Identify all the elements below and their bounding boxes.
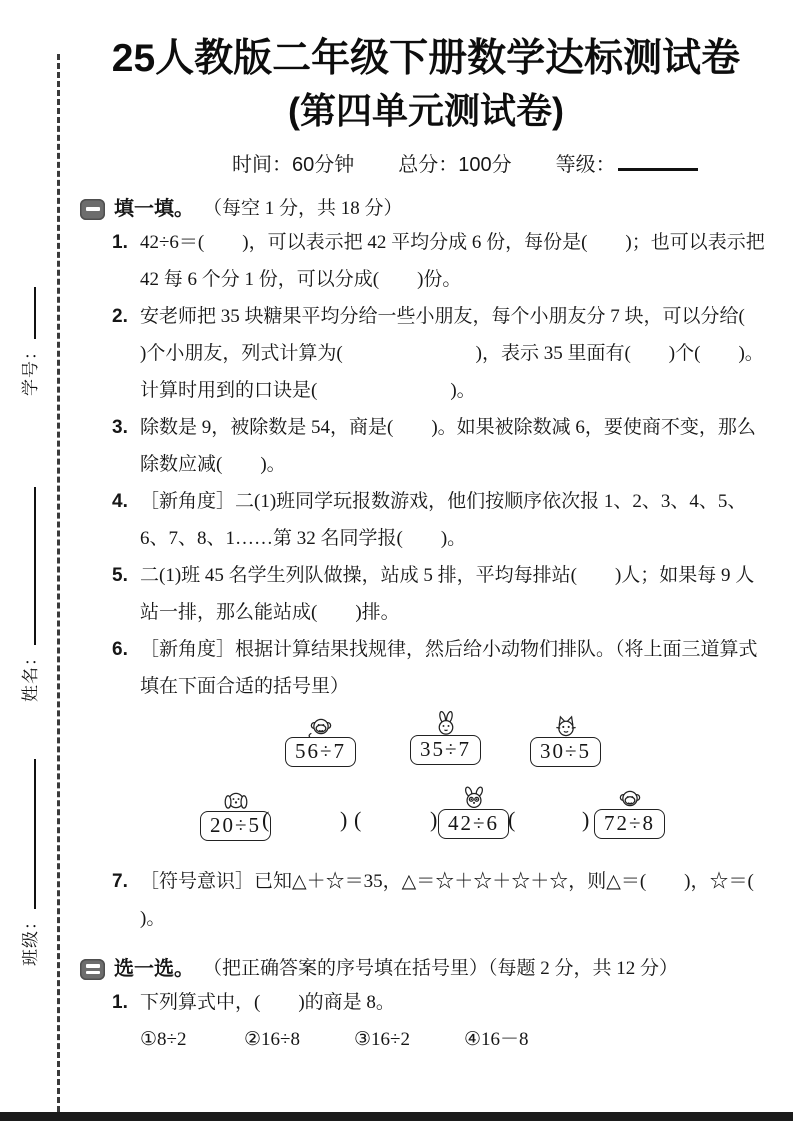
expression-box: 30÷5 [530,737,601,767]
expr-card-monkey-2 [594,785,665,839]
expr-card-dog [200,787,271,841]
grade-label: 等级： [555,154,616,176]
name-field [16,487,41,702]
icon-bar [86,964,100,967]
question-text: 除数是 9，被除数是 54，商是( )。如果被除数减 6，要使商不变，那么除数应减( )。 [140,417,756,475]
question-number: 7. [112,871,128,892]
expression-box: 56÷7 [285,737,356,767]
student-id-label: 学号： [21,342,40,396]
section-one-title: 填一填。 [114,198,194,220]
expression-box: 72÷8 [594,809,665,839]
mc-question-1 [112,984,772,1021]
paper-subtitle: (第四单元测试卷) [288,90,564,131]
question-number: 1. [112,232,128,253]
option-4: ④16－8 [464,1029,529,1050]
option-2: ②16÷8 [244,1029,300,1050]
dog-icon [221,787,251,814]
name-blank [19,487,36,645]
blank-paren-open: ( [508,807,516,832]
question-number: 2. [112,306,128,327]
expression-box: 20÷5 [200,811,271,841]
blank-paren-close: ) [430,807,438,832]
question-text: ［符号意识］已知△＋☆＝35，△＝☆＋☆＋☆＋☆，则△＝( )，☆＝( )。 [140,871,792,929]
question-text: 二(1)班 45 名学生列队做操，站成 5 排，平均每排站( )人；如果每 9 人站一排，那么能站成( )排。 [140,565,755,623]
blank-paren-open: ( [354,807,362,832]
paper-content [80,34,792,1058]
question-number: 4. [112,491,128,512]
cut-dashed-line [57,54,60,1121]
question-number: 1. [112,992,128,1013]
student-id-field [16,287,41,396]
section-two-header [80,954,772,984]
question-text: 下列算式中，( )的商是 8。 [140,992,395,1013]
question-text: 42÷6＝( )，可以表示把 42 平均分成 6 份，每份是( )；也可以表示把 42 每 6 个分 1 份，可以分成( )份。 [140,232,770,290]
exam-info-row [232,148,772,177]
section-one-header [80,194,772,224]
monkey-icon [615,785,645,812]
icon-bar [86,207,100,210]
monkey-icon [306,713,336,740]
grade-blank [618,148,698,171]
class-label: 班级： [21,912,40,966]
cat-icon [551,713,581,740]
expr-card-puppy [438,785,509,839]
question-4 [112,483,772,557]
question-text: 安老师把 35 块糖果平均分给一些小朋友，每个小朋友分 7 块，可以分给( )个小朋友，列式计算为( )，表示 35 里面有( )个( )。计算时用到的口诀是( )。 [140,306,783,401]
question-5 [112,557,772,631]
question-3 [112,409,772,483]
question-text: ［新角度］二(1)班同学玩报数游戏，他们按顺序依次报 1、2、3、4、5、6、7、8、1……第 32 名同学报( )。 [140,491,747,549]
grade-field [556,148,698,177]
question-number: 3. [112,417,128,438]
class-field [16,759,41,966]
option-1: ①8÷2 [140,1029,187,1050]
option-3: ③16÷2 [354,1029,410,1050]
student-id-blank [19,287,36,339]
blank-paren-open: ( [262,807,270,832]
question-text: ［新角度］根据计算结果找规律，然后给小动物们排队。（将上面三道算式填在下面合适的括号里） [140,639,758,697]
section-one-icon [80,199,105,220]
section-two-title: 选一选。 [114,958,194,980]
blank-paren-close: ) [340,807,348,832]
icon-bar [86,971,100,974]
name-label: 姓名： [21,648,40,702]
mc-options-row [112,1021,772,1058]
question-6-diagram [80,711,772,863]
section-two-icon [80,959,105,980]
rabbit-icon [431,711,461,738]
question-number: 5. [112,565,128,586]
question-7 [112,863,792,937]
puppy-icon [459,785,489,812]
class-blank [19,759,36,909]
expression-box: 42÷6 [438,809,509,839]
page-bottom-scan-edge [0,1112,793,1121]
expr-card-monkey [285,713,356,767]
blank-paren-close: ) [582,807,590,832]
section-one-note: （每空 1 分，共 18 分） [203,198,403,219]
question-number: 6. [112,639,128,660]
time-label: 时间：60分钟 [232,154,355,176]
paper-title: 25人教版二年级下册数学达标测试卷 [111,37,741,80]
expr-card-cat [530,713,601,767]
question-6 [112,631,772,705]
expression-box: 35÷7 [410,735,481,765]
question-1 [112,224,772,298]
expr-card-rabbit [410,711,481,765]
total-score-label: 总分：100分 [398,154,512,176]
question-2 [112,298,783,409]
section-two-note: （把正确答案的序号填在括号里）（每题 2 分，共 12 分） [203,958,679,979]
